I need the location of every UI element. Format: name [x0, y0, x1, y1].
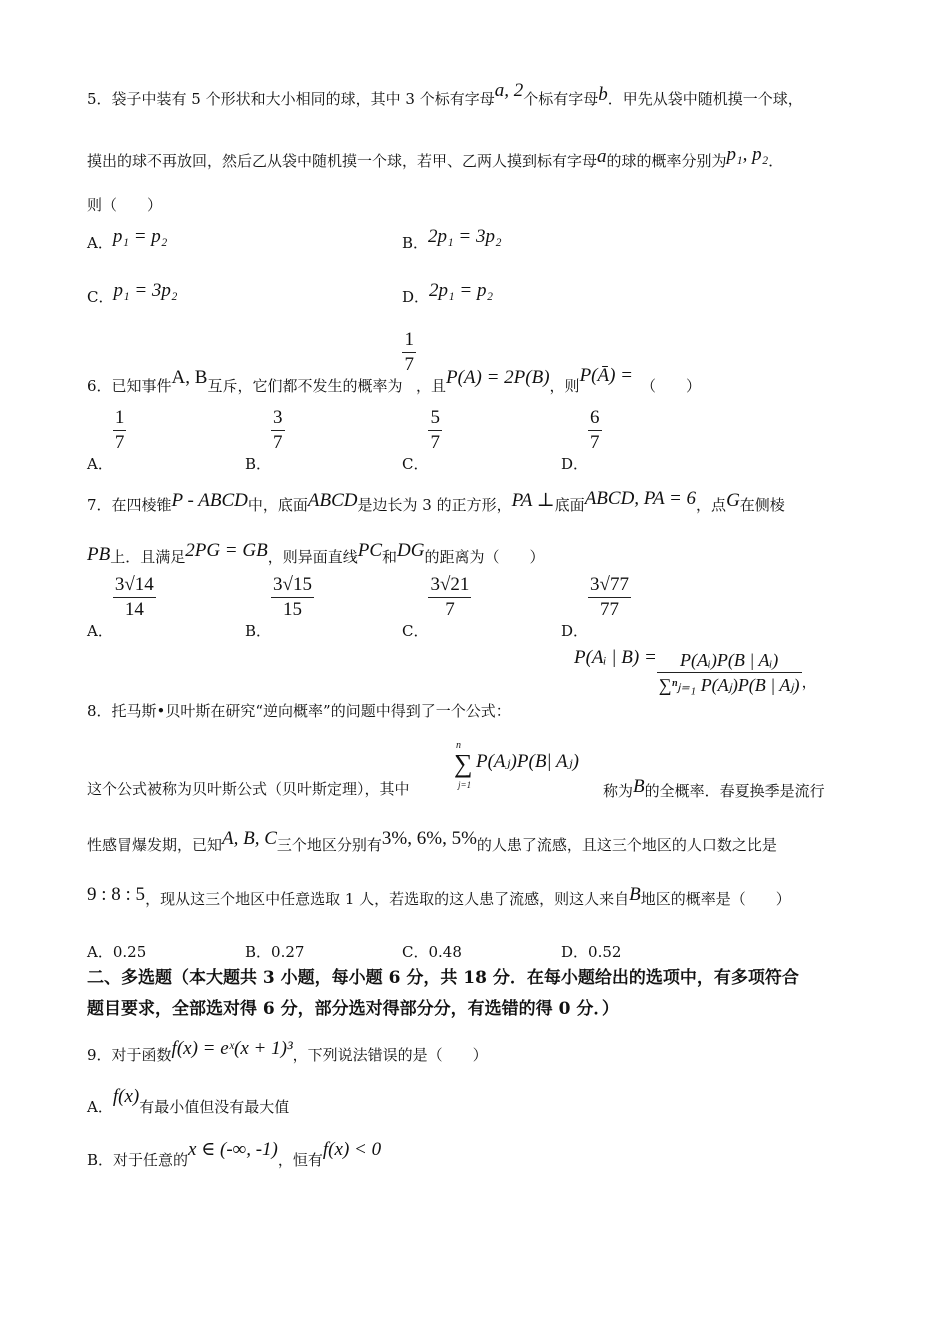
formula-lhs: P(Aᵢ | B) = — [574, 646, 657, 668]
option-label: B． — [245, 454, 272, 473]
q5-text: 的球的概率分别为 — [606, 152, 727, 170]
q8-math-ratio: 9 : 8 : 5 — [87, 884, 146, 905]
q7-math-pa6: ABCD, PA = 6 — [584, 488, 697, 509]
denominator: 7 — [430, 432, 440, 453]
q8-sum-top: n — [456, 740, 461, 751]
q9-option-a — [87, 1086, 290, 1119]
numerator: 5 — [428, 406, 442, 431]
q8-math-b: B — [629, 884, 641, 905]
option-label: B．对于任意的 — [87, 1151, 189, 1169]
q8-line2a: 这个公式被称为贝叶斯公式（贝叶斯定理），其中 — [87, 780, 410, 798]
q8-option-c: C．0.48 — [402, 943, 462, 961]
numerator: 3√21 — [428, 573, 471, 598]
q5-text: ．甲先从袋中随机摸一个球， — [607, 90, 803, 108]
q8-line1: 8．托马斯•贝叶斯在研究“逆向概率”的问题中得到了一个公式： — [87, 702, 511, 720]
q7-text: 中，底面 — [247, 496, 308, 514]
denominator: 77 — [600, 599, 619, 620]
option-label: B． — [245, 621, 272, 640]
denominator: 7 — [114, 432, 125, 453]
q8-sum-bottom: j=1 — [458, 780, 472, 790]
option-math: p₁ = p₂ — [112, 226, 168, 247]
q7-line2 — [87, 540, 545, 569]
q7-text: ，点 — [696, 496, 727, 514]
q8-text: 的全概率．春夏换季是流行 — [644, 782, 825, 800]
q6-line1 — [87, 328, 702, 395]
denominator: 7 — [404, 354, 414, 375]
q9-math-fx-lt-0: f(x) < 0 — [322, 1139, 382, 1160]
q9-math-function: f(x) = eˣ(x + 1)³ — [171, 1038, 293, 1059]
q6-fraction-1-7 — [402, 328, 416, 377]
q8-text: 的人患了流感，且这三个地区的人口数之比是 — [476, 836, 777, 854]
q8-math-b: B — [633, 776, 645, 797]
q7-math-pa-perp: PA ⊥ — [511, 490, 555, 511]
option-label: B． — [402, 234, 429, 252]
q7-math-2pg-gb: 2PG = GB — [185, 540, 268, 561]
q6-option-a — [87, 406, 126, 473]
q5-text: 5．袋子中装有 5 个形状和大小相同的球，其中 3 个标有字母 — [87, 90, 495, 108]
q6-math-pa: P(A) = 2P(B) — [445, 366, 550, 388]
option-fraction — [428, 406, 442, 455]
q9-math-interval: x ∈ (-∞, -1) — [188, 1139, 278, 1160]
denominator: 15 — [283, 599, 302, 620]
q8-text: 三个地区分别有 — [276, 836, 382, 854]
q5-text: 摸出的球不再放回，然后乙从袋中随机摸一个球，若甲、乙两人摸到标有字母 — [87, 152, 598, 170]
q6-math-ab: A, B — [171, 366, 208, 388]
q5-text: ． — [768, 152, 784, 170]
q5-math-a2: a, 2 — [494, 80, 524, 101]
q6-text: 6．已知事件 — [87, 376, 172, 395]
q8-line2b — [603, 776, 825, 803]
q9-text: 有最小值但没有最大值 — [139, 1098, 290, 1116]
denominator: 7 — [273, 432, 283, 453]
q8-sum-body: P(Aⱼ)P(B| Aⱼ) — [476, 751, 580, 772]
q5-math-p1p2: p₁, p₂ — [726, 144, 769, 165]
q7-text: 底面 — [554, 496, 585, 514]
q8-bayes-formula — [574, 648, 817, 697]
q9-line1 — [87, 1038, 488, 1067]
numerator: 1 — [402, 328, 416, 353]
q5-option-b — [402, 226, 502, 254]
option-label: C． — [402, 454, 429, 473]
q6-text: ，且 — [415, 376, 446, 395]
denominator: 14 — [124, 599, 144, 620]
q9-text: ，恒有 — [277, 1151, 323, 1169]
option-label: A． — [87, 1098, 113, 1116]
q9-math-fx: f(x) — [112, 1086, 140, 1107]
q7-math-pb: PB — [87, 544, 111, 565]
q6-text: ，则 — [549, 376, 580, 395]
option-fraction — [113, 573, 156, 622]
q5-text: 个标有字母 — [523, 90, 599, 108]
option-label: A． — [87, 234, 113, 252]
q7-math-abcd: ABCD — [307, 490, 358, 511]
option-fraction — [271, 406, 285, 455]
q8-math-percent: 3%, 6%, 5% — [381, 828, 477, 849]
q8-text: 性感冒爆发期，已知 — [87, 836, 223, 854]
formula-fraction — [657, 648, 802, 697]
q7-math-pc: PC — [357, 540, 383, 561]
option-math: 2p₁ = 3p₂ — [428, 226, 502, 247]
q5-line1 — [87, 80, 803, 111]
numerator: 3 — [271, 406, 285, 431]
q8-math-abc: A, B, C — [222, 828, 277, 849]
q8-option-a: A．0.25 — [87, 943, 147, 961]
q6-option-d — [561, 406, 602, 473]
q7-text: ，则异面直线 — [267, 548, 358, 566]
q5-option-a — [87, 226, 168, 254]
option-fraction — [271, 573, 314, 622]
q8-option-d: D．0.52 — [561, 943, 622, 961]
q8-line3 — [87, 828, 777, 857]
denominator: 7 — [445, 599, 455, 620]
option-fraction — [113, 406, 127, 455]
q6-text: 互斥，它们都不发生的概率为 — [207, 376, 403, 395]
option-math: 2p₁ = p₂ — [429, 280, 494, 301]
q6-math-pabar: P(Ā) = — [579, 364, 633, 386]
q7-text: 的距离为（ ） — [424, 548, 545, 566]
section-2-heading-line1: 二、多选题（本大题共 3 小题，每小题 6 分，共 18 分．在每小题给出的选项中，有多项符合 — [87, 968, 799, 988]
q7-text: 上．且满足 — [110, 548, 186, 566]
numerator: 3√77 — [588, 573, 631, 598]
q7-option-b — [245, 573, 314, 640]
option-label: C． — [402, 621, 429, 640]
q6-option-b — [245, 406, 285, 473]
option-label: D． — [402, 288, 430, 306]
numerator: P(Aᵢ)P(B | Aᵢ) — [657, 648, 802, 673]
q8-sum-symbol: ∑ — [454, 749, 473, 778]
numerator: 3√15 — [271, 573, 314, 598]
denominator: ∑ⁿⱼ₌₁ P(Aⱼ)P(B | Aⱼ) — [658, 675, 800, 695]
option-label: D． — [561, 454, 589, 473]
section-2-heading-line2: 题目要求，全部选对得 6 分，部分选对得部分分，有选错的得 0 分．） — [87, 999, 619, 1019]
q5-option-c — [87, 280, 178, 308]
q7-line1 — [87, 488, 785, 517]
q5-math-b: b — [598, 84, 608, 105]
q7-math-g: G — [726, 490, 740, 511]
q9-text: 9．对于函数 — [87, 1046, 172, 1064]
q7-text: 在侧棱 — [739, 496, 785, 514]
q7-text: 7．在四棱锥 — [87, 496, 172, 514]
numerator: 6 — [588, 406, 602, 431]
q9-text: ，下列说法错误的是（ ） — [292, 1046, 488, 1064]
q8-option-b: B．0.27 — [245, 943, 305, 961]
q5-line3: 则（ ） — [87, 196, 163, 214]
q8-text: 称为 — [603, 782, 634, 800]
q7-text: 是边长为 3 的正方形， — [357, 496, 512, 514]
q6-option-c — [402, 406, 442, 473]
option-fraction — [588, 406, 602, 455]
option-label: A． — [87, 454, 113, 473]
formula-comma: ， — [801, 672, 817, 691]
option-label: C． — [87, 288, 114, 306]
q8-text: ，现从这三个地区中任意选取 1 人，若选取的这人患了流感，则这人来自 — [145, 890, 630, 908]
q8-line4 — [87, 884, 791, 911]
option-fraction — [588, 573, 631, 622]
numerator: 3√14 — [113, 573, 156, 598]
q9-option-b — [87, 1139, 382, 1172]
option-label: A． — [87, 621, 113, 640]
denominator: 7 — [590, 432, 600, 453]
q7-math-pabcd: P - ABCD — [171, 490, 248, 511]
q7-option-c — [402, 573, 471, 640]
option-label: D． — [561, 621, 589, 640]
q5-option-d — [402, 280, 494, 308]
option-fraction — [428, 573, 471, 622]
q7-option-d — [561, 573, 631, 640]
q8-text: 地区的概率是（ ） — [640, 890, 791, 908]
q5-math-a: a — [597, 146, 607, 167]
numerator: 1 — [113, 406, 127, 431]
q5-line2 — [87, 144, 784, 173]
q7-option-a — [87, 573, 156, 640]
q7-text: 和 — [382, 548, 398, 566]
q6-text: （ ） — [641, 376, 702, 395]
q7-math-dg: DG — [397, 540, 425, 561]
option-math: p₁ = 3p₂ — [113, 280, 178, 301]
